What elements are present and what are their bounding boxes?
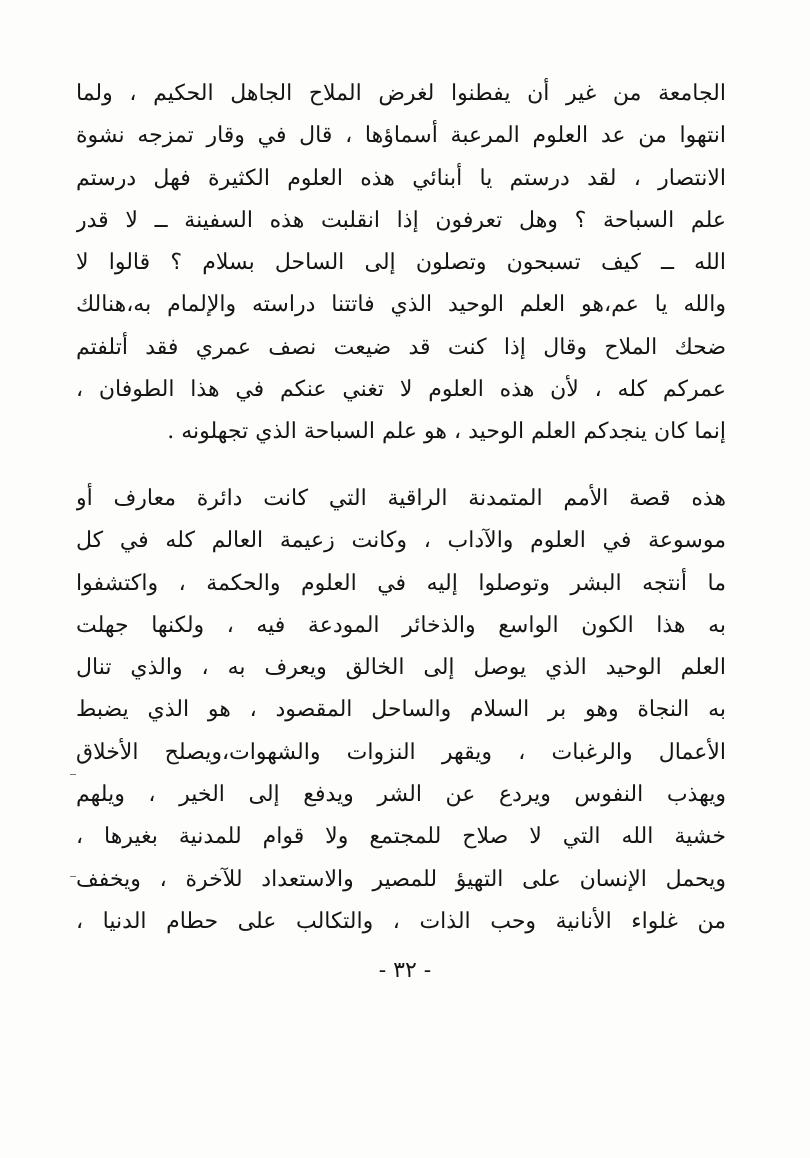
scan-mark [70,876,76,877]
text-line: العلم الوحيد الذي يوصل إلى الخالق ويعرف به ، والذي تنال [76,655,726,681]
text-line: ضحك الملاح وقال إذا كنت قد ضيعت نصف عمري فقد أتلفتم [76,334,726,360]
text-line: من غلواء الأنانية وحب الذات ، والتكالب على حطام الدنيا ، [76,908,726,934]
text-line: ويحمل الإنسان على التهيؤ للمصير والاستعداد للآخرة ، ويخفف [76,866,726,892]
text-line: انتهوا من عد العلوم المرعبة أسماؤها ، قال في وقار تمزجه نشوة [76,123,726,149]
text-line: عمركم كله ، لأن هذه العلوم لا تغني عنكم في هذا الطوفان ، [76,377,726,403]
paragraph-2 [76,478,726,943]
text-line: ما أنتجه البشر وتوصلوا إليه في العلوم والحكمة ، واكتشفوا [76,570,726,596]
text-line: خشية الله التي لا صلاح للمجتمع ولا قوام للمدنية بغيرها ، [76,824,726,850]
page-number: - ٣٢ - [378,958,432,983]
text-line: ويهذب النفوس ويردع عن الشر ويدفع إلى الخير ، ويلهم [76,782,726,808]
text-line: الأعمال والرغبات ، ويقهر النزوات والشهوات،ويصلح الأخلاق [76,739,726,765]
text-line: الانتصار ، لقد درستم يا أبنائي هذه العلوم الكثيرة فهل درستم [76,165,726,191]
text-line: به النجاة وهو بر السلام والساحل المقصود ، هو الذي يضبط [76,697,726,723]
text-line: علم السباحة ؟ وهل تعرفون إذا انقلبت هذه السفينة ــ لا قدر [76,207,726,233]
text-line: به هذا الكون الواسع والذخائر المودعة فيه ، ولكنها جهلت [76,612,726,638]
text-line: هذه قصة الأمم المتمدنة الراقية التي كانت دائرة معارف أو [76,486,726,511]
text-line: والله يا عم،هو العلم الوحيد الذي فاتتنا دراسته والإلمام به،هنالك [76,292,726,318]
text-line: موسوعة في العلوم والآداب ، وكانت زعيمة العالم كله في كل [76,528,726,554]
scan-mark [70,774,76,775]
text-line: إنما كان ينجدكم العلم الوحيد ، هو علم السباحة الذي تجهلونه . [167,419,726,445]
paragraph-1 [76,73,726,454]
text-line: الجامعة من غير أن يفطنوا لغرض الملاح الجاهل الحكيم ، ولما [76,81,726,106]
text-line: الله ــ كيف تسبحون وتصلون إلى الساحل بسلام ؟ قالوا لا [76,250,726,276]
